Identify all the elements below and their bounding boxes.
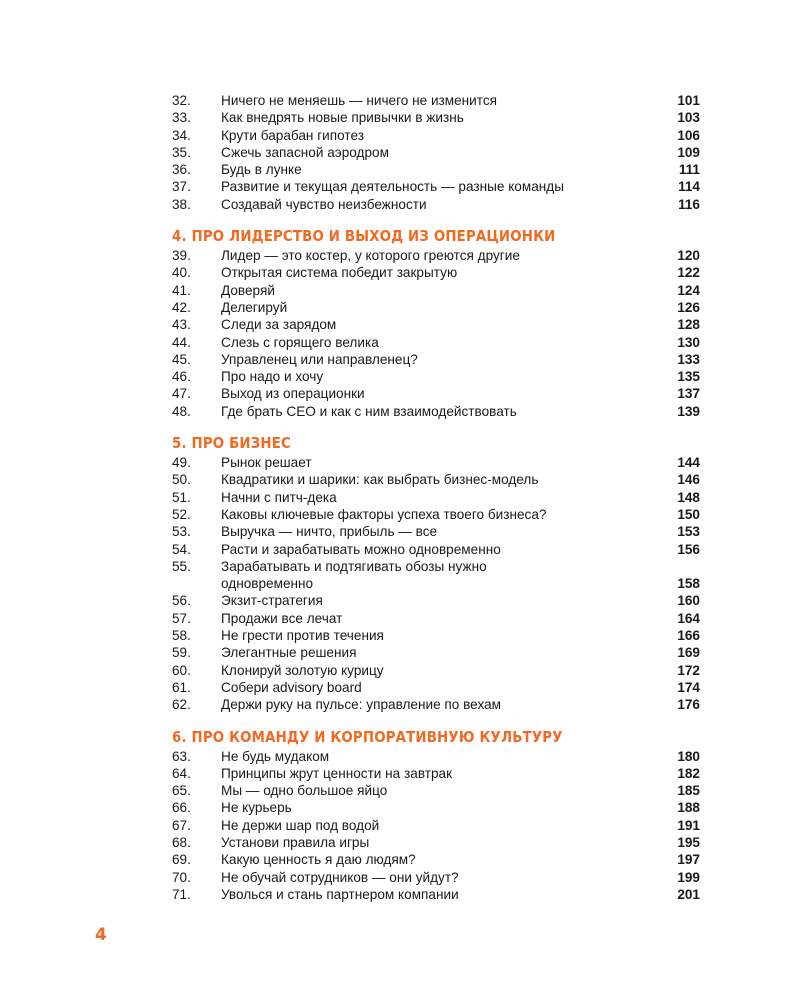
entry-title: Уволься и стань партнером компании xyxy=(221,886,459,902)
entry-number: 58. xyxy=(172,628,191,644)
entry-number: 36. xyxy=(172,162,191,178)
entry-title: Крути барабан гипотез xyxy=(221,127,364,143)
entry-page: 174 xyxy=(677,679,700,695)
entry-title: Как внедрять новые привычки в жизнь xyxy=(221,110,464,126)
entry-number: 70. xyxy=(172,869,191,885)
entry-title: Создавай чувство неизбежности xyxy=(221,196,427,212)
entry-title: Квадратики и шарики: как выбрать бизнес-модель xyxy=(221,472,539,488)
entry-title: Держи руку на пульсе: управление по вехам xyxy=(221,697,501,713)
entry-page: 109 xyxy=(677,144,700,160)
toc-entry[interactable] xyxy=(172,351,700,368)
entry-title: Клонируй золотую курицу xyxy=(221,662,384,678)
entry-page: 144 xyxy=(677,455,700,471)
entry-page: 185 xyxy=(677,783,700,799)
entry-title: Какую ценность я даю людям? xyxy=(221,852,416,868)
toc-entry[interactable] xyxy=(172,696,700,713)
entry-page: 137 xyxy=(677,386,700,402)
entry-number: 59. xyxy=(172,645,191,661)
toc-entry[interactable] xyxy=(172,471,700,488)
toc-entry[interactable] xyxy=(172,247,700,264)
toc-entry[interactable] xyxy=(172,454,700,471)
toc-entry[interactable] xyxy=(172,869,700,886)
entry-number: 34. xyxy=(172,127,191,143)
toc-entry[interactable] xyxy=(172,161,700,178)
entry-page: 199 xyxy=(677,869,700,885)
entry-number: 69. xyxy=(172,852,191,868)
entry-page: 139 xyxy=(677,403,700,419)
entry-title: Зарабатывать и подтягивать обозы нужно одновременно xyxy=(221,558,487,592)
entry-page: 126 xyxy=(677,299,700,315)
entry-page: 135 xyxy=(677,369,700,385)
entry-list xyxy=(172,247,700,420)
toc-entry[interactable] xyxy=(172,92,700,109)
entry-title: Не обучай сотрудников — они уйдут? xyxy=(221,869,459,885)
entry-page: 180 xyxy=(677,748,700,764)
entry-number: 60. xyxy=(172,662,191,678)
entry-title: Мы — одно большое яйцо xyxy=(221,783,388,799)
entry-list xyxy=(172,748,700,904)
entry-number: 64. xyxy=(172,765,191,781)
entry-page: 201 xyxy=(677,886,700,902)
entry-number: 49. xyxy=(172,455,191,471)
entry-title: Выход из операционки xyxy=(221,386,365,402)
toc-entry[interactable] xyxy=(172,799,700,816)
toc-entry[interactable] xyxy=(172,782,700,799)
entry-number: 43. xyxy=(172,317,191,333)
toc-entry[interactable] xyxy=(172,679,700,696)
entry-page: 130 xyxy=(677,334,700,350)
entry-title: Ничего не меняешь — ничего не изменится xyxy=(221,93,498,108)
entry-title: Экзит-стратегия xyxy=(221,593,323,609)
entry-page: 166 xyxy=(677,628,700,644)
entry-number: 67. xyxy=(172,817,191,833)
entry-page: 101 xyxy=(677,93,700,108)
entry-page: 164 xyxy=(677,610,700,626)
entry-number: 53. xyxy=(172,524,191,540)
toc-entry[interactable] xyxy=(172,144,700,161)
entry-page: 128 xyxy=(677,317,700,333)
entry-page: 160 xyxy=(677,593,700,609)
toc-entry[interactable] xyxy=(172,109,700,126)
toc-entry[interactable] xyxy=(172,299,700,316)
entry-title: Не грести против течения xyxy=(221,628,384,644)
entry-title: Каковы ключевые факторы успеха твоего бизнеса? xyxy=(221,506,547,522)
entry-page: 114 xyxy=(678,179,700,195)
entry-number: 51. xyxy=(172,489,191,505)
entry-page: 148 xyxy=(677,489,700,505)
entry-number: 56. xyxy=(172,593,191,609)
entry-title: Принципы жрут ценности на завтрак xyxy=(221,765,453,781)
entry-page: 124 xyxy=(677,282,700,298)
entry-number: 37. xyxy=(172,179,191,195)
entry-title: Рынок решает xyxy=(221,455,312,471)
entry-title: Слезь с горящего велика xyxy=(221,334,379,350)
entry-title: Не будь мудаком xyxy=(221,748,330,764)
toc-entry[interactable] xyxy=(172,334,700,351)
table-of-contents xyxy=(172,92,700,916)
entry-title: Где брать CEO и как с ним взаимодействовать xyxy=(221,403,517,419)
toc-entry[interactable] xyxy=(172,403,700,420)
entry-list xyxy=(172,454,700,713)
entry-title: Лидер — это костер, у которого греются другие xyxy=(221,248,520,264)
toc-entry[interactable] xyxy=(172,592,700,609)
entry-number: 71. xyxy=(172,886,191,902)
entry-number: 40. xyxy=(172,265,191,281)
section-heading[interactable]: 5. ПРО БИЗНЕС xyxy=(172,434,291,453)
toc-entry[interactable] xyxy=(172,264,700,281)
entry-page: 122 xyxy=(677,265,700,281)
toc-entry[interactable] xyxy=(172,506,700,523)
entry-title: Открытая система победит закрытую xyxy=(221,265,458,281)
toc-section xyxy=(172,92,700,213)
toc-entry[interactable] xyxy=(172,817,700,834)
entry-page: 176 xyxy=(677,697,700,713)
toc-entry[interactable] xyxy=(172,316,700,333)
toc-entry[interactable] xyxy=(172,523,700,540)
toc-entry[interactable] xyxy=(172,627,700,644)
toc-entry[interactable] xyxy=(172,282,700,299)
entry-title: Развитие и текущая деятельность — разные команды xyxy=(221,179,564,195)
entry-number: 35. xyxy=(172,144,191,160)
entry-number: 42. xyxy=(172,299,191,315)
page-number: 4 xyxy=(95,925,107,945)
entry-number: 62. xyxy=(172,697,191,713)
entry-page: 172 xyxy=(677,662,700,678)
entry-page: 146 xyxy=(677,472,700,488)
entry-page: 188 xyxy=(677,800,700,816)
entry-number: 61. xyxy=(172,679,191,695)
entry-title: Выручка — ничто, прибыль — все xyxy=(221,524,438,540)
entry-number: 66. xyxy=(172,800,191,816)
entry-number: 48. xyxy=(172,403,191,419)
entry-list xyxy=(172,92,700,213)
entry-number: 55. xyxy=(172,558,191,574)
entry-title: Элегантные решения xyxy=(221,645,357,661)
section-heading[interactable]: 6. ПРО КОМАНДУ И КОРПОРАТИВНУЮ КУЛЬТУРУ xyxy=(172,727,563,746)
entry-page: 191 xyxy=(677,817,700,833)
entry-number: 39. xyxy=(172,248,191,264)
entry-title: Делегируй xyxy=(221,299,288,315)
entry-title: Не курьерь xyxy=(221,800,292,816)
toc-entry[interactable] xyxy=(172,368,700,385)
toc-entry[interactable] xyxy=(172,851,700,868)
entry-number: 52. xyxy=(172,506,191,522)
toc-entry[interactable] xyxy=(172,765,700,782)
entry-number: 68. xyxy=(172,834,191,850)
entry-page: 195 xyxy=(677,834,700,850)
toc-entry[interactable] xyxy=(172,178,700,195)
entry-page: 153 xyxy=(677,524,700,540)
entry-title: Следи за зарядом xyxy=(221,317,337,333)
entry-number: 32. xyxy=(172,93,191,108)
toc-entry[interactable] xyxy=(172,662,700,679)
entry-title: Начни с питч-дека xyxy=(221,489,337,505)
entry-title: Собери advisory board xyxy=(221,679,362,695)
toc-entry[interactable] xyxy=(172,834,700,851)
toc-section xyxy=(172,433,700,713)
entry-title: Не держи шар под водой xyxy=(221,817,380,833)
entry-page: 103 xyxy=(677,110,700,126)
section-heading[interactable]: 4. ПРО ЛИДЕРСТВО И ВЫХОД ИЗ ОПЕРАЦИОНКИ xyxy=(172,227,556,246)
entry-title: Сжечь запасной аэродром xyxy=(221,144,389,160)
toc-entry[interactable] xyxy=(172,644,700,661)
entry-title: Расти и зарабатывать можно одновременно xyxy=(221,541,501,557)
entry-page: 182 xyxy=(677,765,700,781)
entry-number: 47. xyxy=(172,386,191,402)
entry-number: 65. xyxy=(172,783,191,799)
entry-number: 33. xyxy=(172,110,191,126)
entry-number: 38. xyxy=(172,196,191,212)
entry-title: Доверяй xyxy=(221,282,275,298)
entry-page: 120 xyxy=(677,248,700,264)
toc-entry[interactable] xyxy=(172,489,700,506)
entry-page: 116 xyxy=(678,196,700,212)
toc-entry[interactable] xyxy=(172,196,700,213)
entry-page: 106 xyxy=(677,127,700,143)
entry-number: 54. xyxy=(172,541,191,557)
toc-section xyxy=(172,226,700,420)
toc-entry[interactable] xyxy=(172,385,700,402)
toc-entry[interactable] xyxy=(172,610,700,627)
entry-page: 197 xyxy=(677,852,700,868)
entry-page: 156 xyxy=(677,541,700,557)
entry-number: 63. xyxy=(172,748,191,764)
entry-number: 44. xyxy=(172,334,191,350)
entry-page: 169 xyxy=(677,645,700,661)
entry-page: 111 xyxy=(678,162,700,178)
entry-number: 41. xyxy=(172,282,191,298)
toc-entry[interactable] xyxy=(172,127,700,144)
entry-page: 133 xyxy=(677,351,700,367)
entry-number: 46. xyxy=(172,369,191,385)
toc-entry[interactable] xyxy=(172,886,700,903)
toc-section xyxy=(172,727,700,904)
toc-entry[interactable] xyxy=(172,558,700,593)
toc-entry[interactable] xyxy=(172,541,700,558)
entry-page: 150 xyxy=(677,506,700,522)
entry-page: 158 xyxy=(677,576,700,592)
entry-title: Продажи все лечат xyxy=(221,610,343,626)
toc-entry[interactable] xyxy=(172,748,700,765)
entry-number: 57. xyxy=(172,610,191,626)
entry-title: Будь в лунке xyxy=(221,162,302,178)
entry-number: 45. xyxy=(172,351,191,367)
entry-title: Про надо и хочу xyxy=(221,369,324,385)
entry-title: Установи правила игры xyxy=(221,834,370,850)
entry-number: 50. xyxy=(172,472,191,488)
entry-title: Управленец или направленец? xyxy=(221,351,418,367)
